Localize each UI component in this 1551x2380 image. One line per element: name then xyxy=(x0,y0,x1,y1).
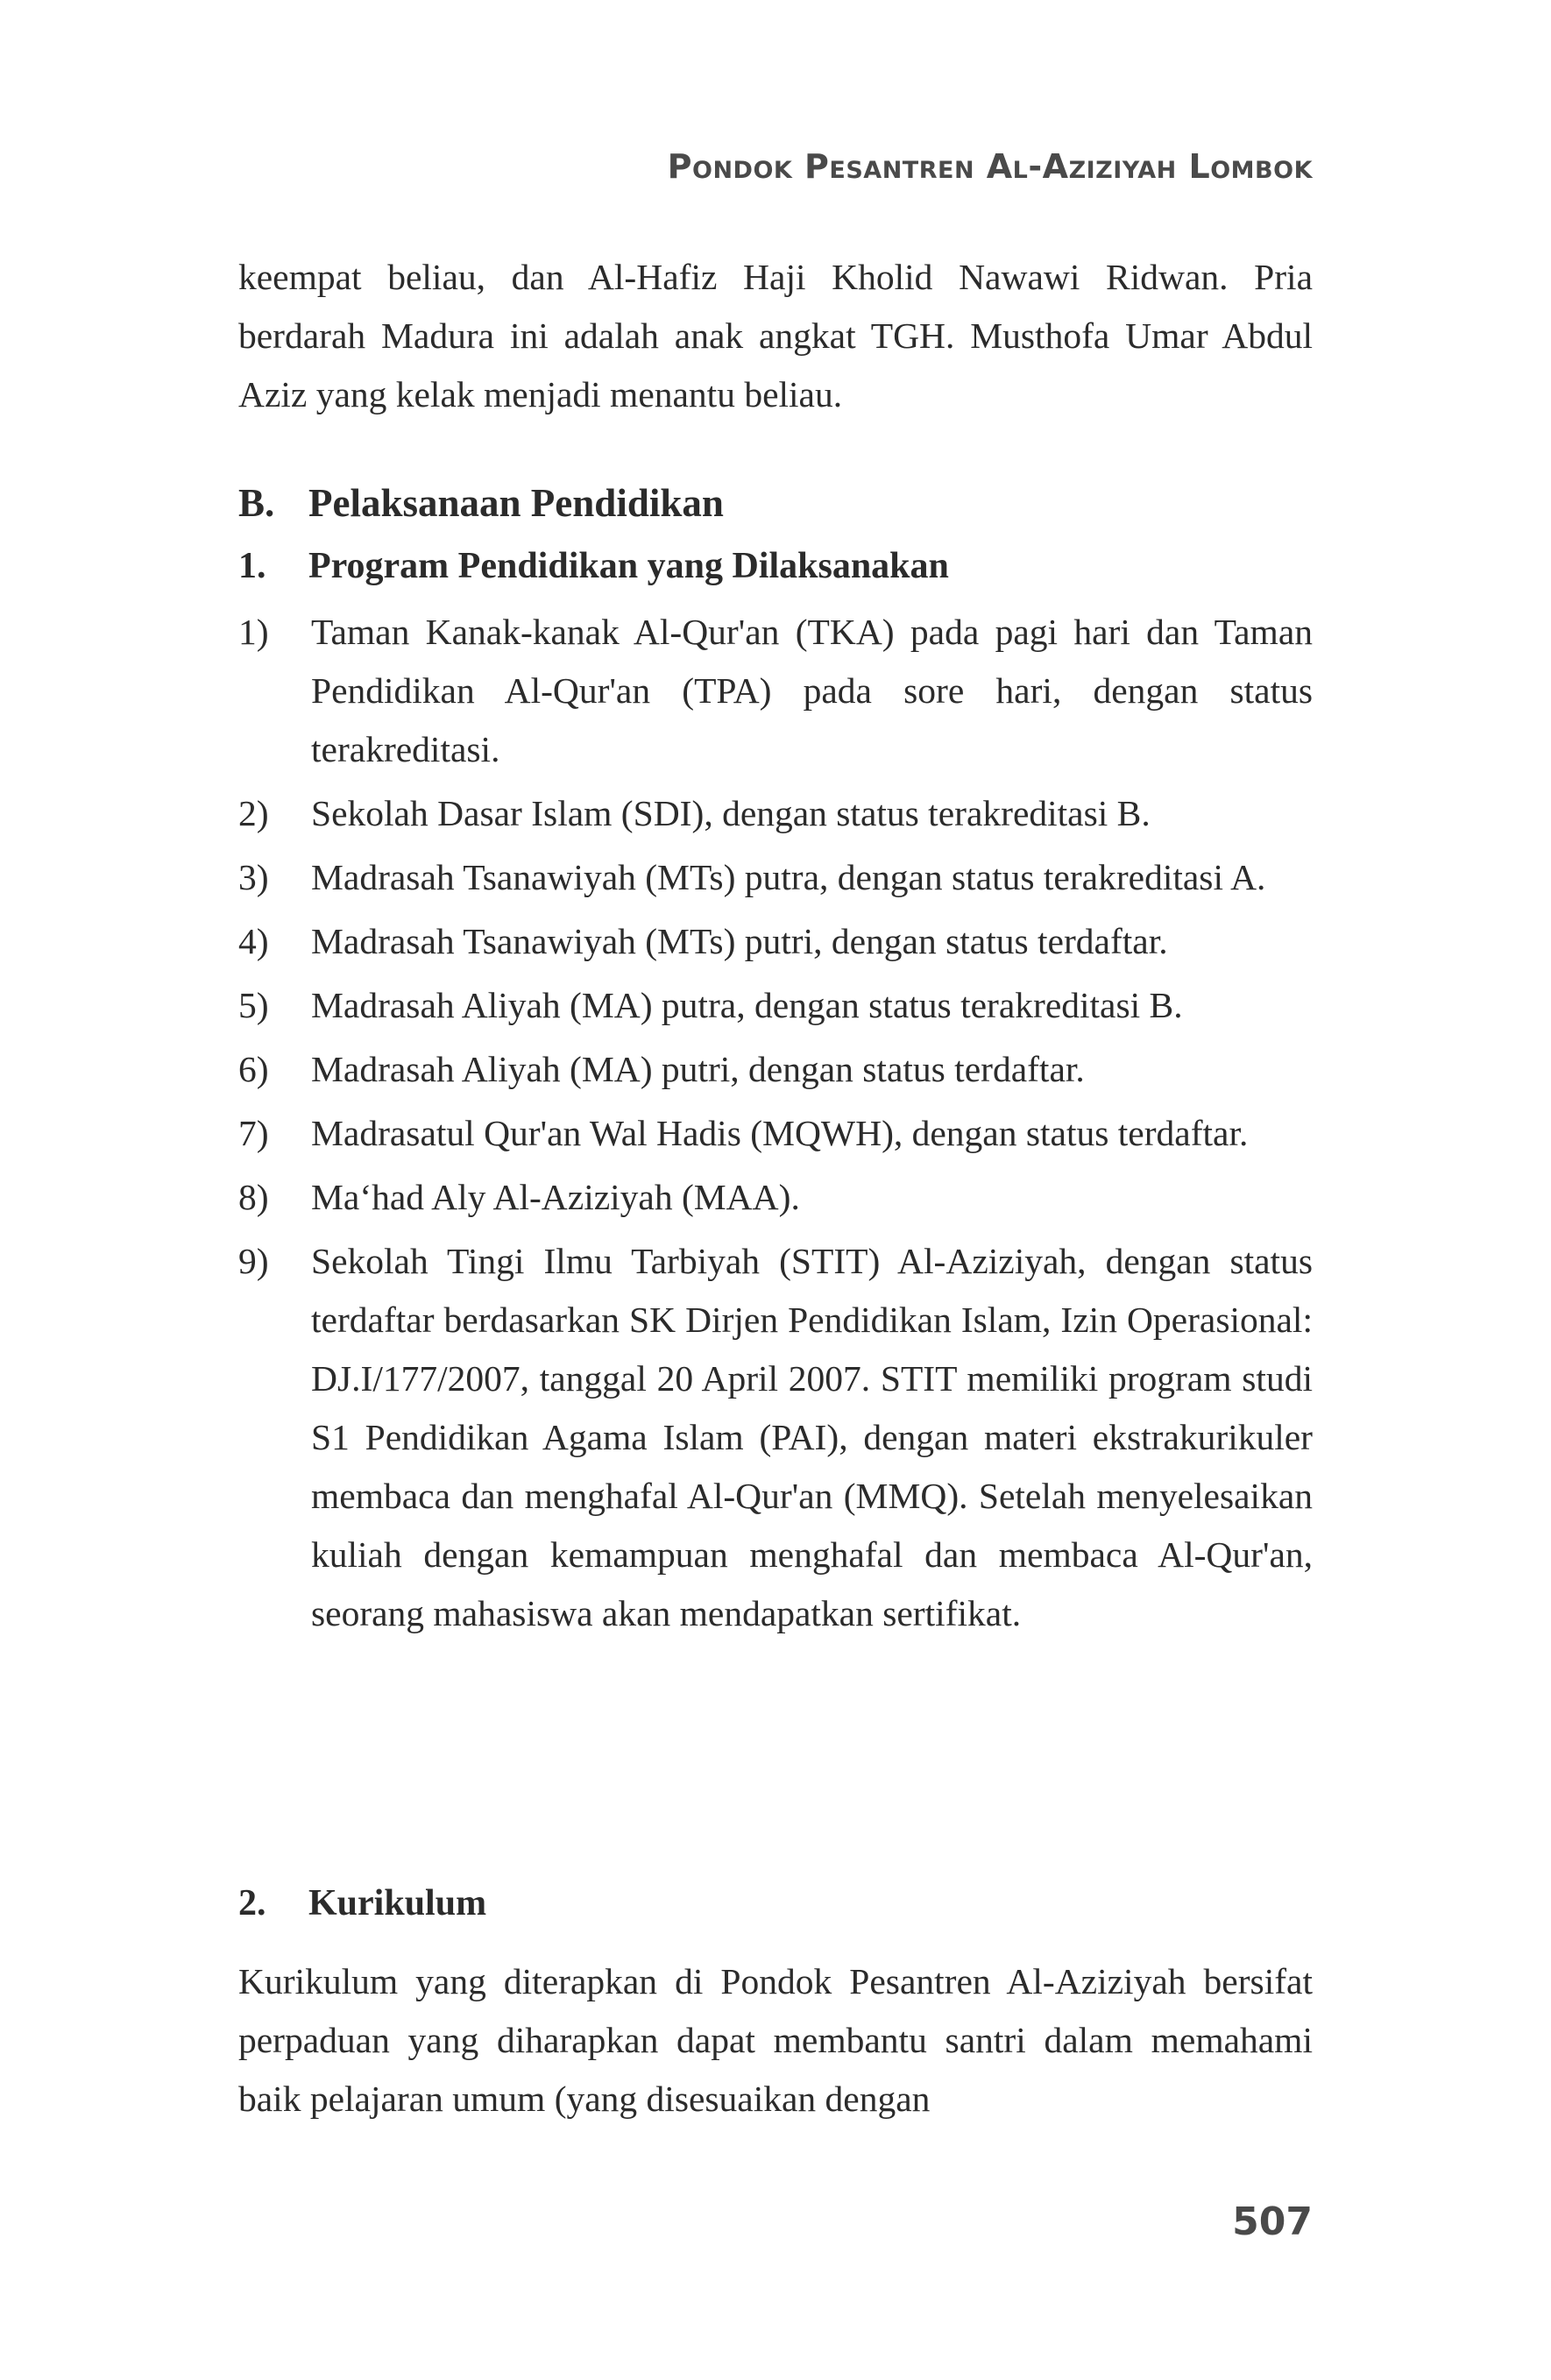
list-item xyxy=(238,848,1313,907)
list-item xyxy=(238,603,1313,779)
list-item xyxy=(238,1168,1313,1227)
list-item xyxy=(238,784,1313,843)
list-item-text: Madrasatul Qur'an Wal Hadis (MQWH), dengan status terdaftar. xyxy=(311,1113,1249,1153)
list-item-text: Ma‘had Aly Al-Aziziyah (MAA). xyxy=(311,1177,800,1217)
list-marker: 9) xyxy=(238,1241,269,1281)
list-item xyxy=(238,1232,1313,1643)
list-item xyxy=(238,1040,1313,1099)
list-item-text: Sekolah Tingi Ilmu Tarbiyah (STIT) Al-Aziziyah, dengan status terdaftar berdasarkan SK Dirjen Pendidikan Islam, Izin Operasional: DJ.I/177/2007, tanggal 20 April 2007. STIT memiliki program studi S1 Pendidikan Agama Islam (PAI), dengan materi ekstrakurikuler membaca dan menghafal Al-Qur'an (MMQ). Setelah menyelesaikan kuliah dengan kemampuan menghafal dan membaca Al-Qur'an, seorang mahasiswa akan mendapatkan sertifikat. xyxy=(311,1241,1313,1633)
list-item-text: Madrasah Aliyah (MA) putri, dengan status terdaftar. xyxy=(311,1049,1085,1089)
list-marker: 3) xyxy=(238,857,269,897)
list-marker: 7) xyxy=(238,1113,269,1153)
list-marker: 1) xyxy=(238,612,269,652)
list-item xyxy=(238,976,1313,1035)
kurikulum-paragraph: Kurikulum yang diterapkan di Pondok Pesantren Al-Aziziyah bersifat perpaduan yang diharapkan dapat membantu santri dalam memahami baik pelajaran umum (yang disesuaikan dengan xyxy=(238,1961,1313,2119)
intro-paragraph: keempat beliau, dan Al-Hafiz Haji Kholid Nawawi Ridwan. Pria berdarah Madura ini adalah anak angkat TGH. Musthofa Umar Abdul Aziz yang kelak menjadi menantu beliau. xyxy=(238,257,1313,414)
list-marker: 8) xyxy=(238,1177,269,1217)
list-item xyxy=(238,1104,1313,1163)
intro-paragraph-block xyxy=(238,248,1313,424)
section-number: B. xyxy=(238,481,275,525)
list-item-text: Madrasah Tsanawiyah (MTs) putra, dengan status terakreditasi A. xyxy=(311,857,1266,897)
list-marker: 2) xyxy=(238,793,269,833)
list-item xyxy=(238,912,1313,971)
program-list xyxy=(238,603,1313,1648)
subsection-number: 1. xyxy=(238,546,266,586)
list-item-text: Madrasah Tsanawiyah (MTs) putri, dengan status terdaftar. xyxy=(311,921,1168,961)
list-marker: 5) xyxy=(238,985,269,1025)
list-item-text: Madrasah Aliyah (MA) putra, dengan status terakreditasi B. xyxy=(311,985,1183,1025)
subsection-title: Kurikulum xyxy=(308,1883,487,1923)
list-item-text: Taman Kanak-kanak Al-Qur'an (TKA) pada pagi hari dan Taman Pendidikan Al-Qur'an (TPA) pada sore hari, dengan status terakreditasi. xyxy=(311,612,1313,769)
subsection-heading-1 xyxy=(238,545,949,587)
list-item-text: Sekolah Dasar Islam (SDI), dengan status terakreditasi B. xyxy=(311,793,1151,833)
subsection-heading-2 xyxy=(238,1882,486,1924)
subsection-number: 2. xyxy=(238,1883,266,1923)
section-heading-b xyxy=(238,480,724,526)
running-header: Pondok Pesantren Al-Aziziyah Lombok xyxy=(667,147,1313,186)
list-marker: 6) xyxy=(238,1049,269,1089)
page-number: 507 xyxy=(1232,2199,1313,2244)
kurikulum-paragraph-block xyxy=(238,1952,1313,2129)
subsection-title: Program Pendidikan yang Dilaksanakan xyxy=(308,546,949,586)
section-title: Pelaksanaan Pendidikan xyxy=(308,481,724,525)
list-marker: 4) xyxy=(238,921,269,961)
